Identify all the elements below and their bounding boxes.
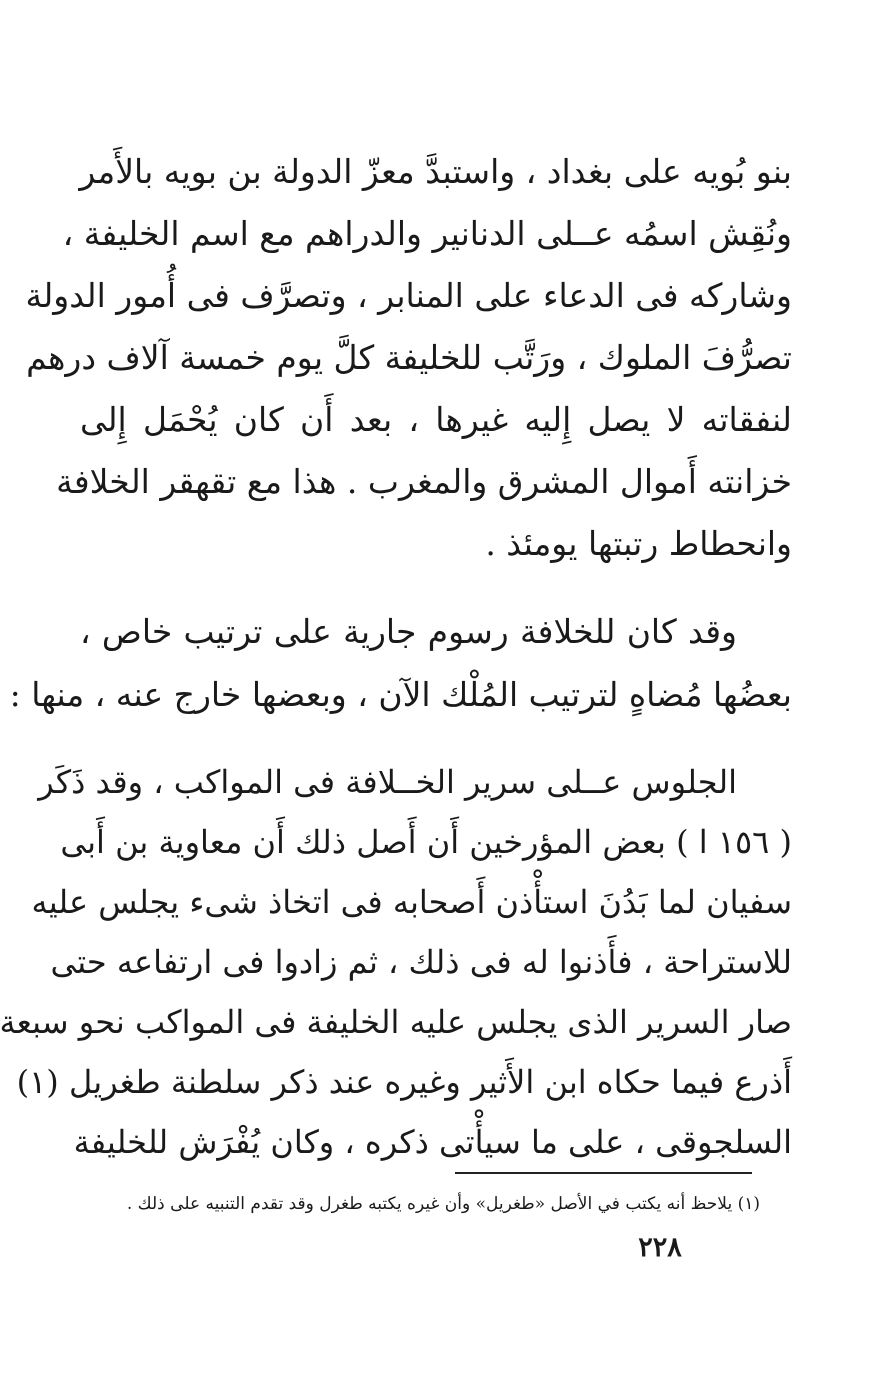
- text-line: أَذرع فيما حكاه ابن الأَثير وغيره عند ذكر سلطنة طغريل (١): [16, 1063, 792, 1101]
- text-line: خزانته أَموال المشرق والمغرب . هذا مع تقهقر الخلافة: [56, 462, 792, 501]
- text-line: لنفقاته لا يصل إِليه غيرها ، بعد أَن كان يُحْمَل إِلى: [80, 400, 792, 439]
- paragraph-3: [0, 752, 792, 1172]
- text-line: بنو بُويه على بغداد ، واستبدَّ معزّ الدولة بن بويه بالأَمر: [79, 152, 792, 191]
- text-line: بعضُها مُضاهٍ لترتيب المُلْك الآن ، وبعضها خارج عنه ، منها :: [9, 675, 792, 714]
- text-line: صار السرير الذى يجلس عليه الخليفة فى المواكب نحو سبعة: [0, 1003, 792, 1041]
- paragraph-1: [25, 141, 792, 575]
- text-line: ونُقِش اسمُه عــلى الدنانير والدراهم مع اسم الخليفة ،: [62, 214, 792, 253]
- footnote: (١) يلاحظ أنه يكتب في الأصل «طغريل» وأن غيره يكتبه طغرل وقد تقدم التنبيه على ذلك .: [126, 1194, 760, 1214]
- paragraph-2: [9, 600, 792, 726]
- text-line: ( ١٥٦ ا ) بعض المؤرخين أَن أَصل ذلك أَن معاوية بن أَبى: [60, 823, 792, 861]
- text-line: للاستراحة ، فأَذنوا له فى ذلك ، ثم زادوا فى ارتفاعه حتى: [50, 943, 792, 981]
- text-line: الجلوس عــلى سرير الخــلافة فى المواكب ، وقد ذَكَر: [38, 763, 737, 801]
- text-line: تصرُّفَ الملوك ، ورَتَّب للخليفة كلَّ يوم خمسة آلاف درهم: [26, 338, 792, 377]
- text-line: السلجوقى ، على ما سيأْتى ذكره ، وكان يُفْرَش للخليفة: [73, 1123, 792, 1161]
- text-line: وانحطاط رتبتها يومئذ .: [485, 524, 792, 563]
- page-number: ٢٢٨: [638, 1232, 682, 1263]
- text-line: وقد كان للخلافة رسوم جارية على ترتيب خاص ،: [80, 612, 737, 651]
- text-line: وشاركه فى الدعاء على المنابر ، وتصرَّف فى أُمور الدولة: [25, 276, 792, 315]
- text-line: سفيان لما بَدُنَ استأْذن أَصحابه فى اتخاذ شىء يجلس عليه: [31, 883, 792, 921]
- footnote-divider: [455, 1172, 752, 1174]
